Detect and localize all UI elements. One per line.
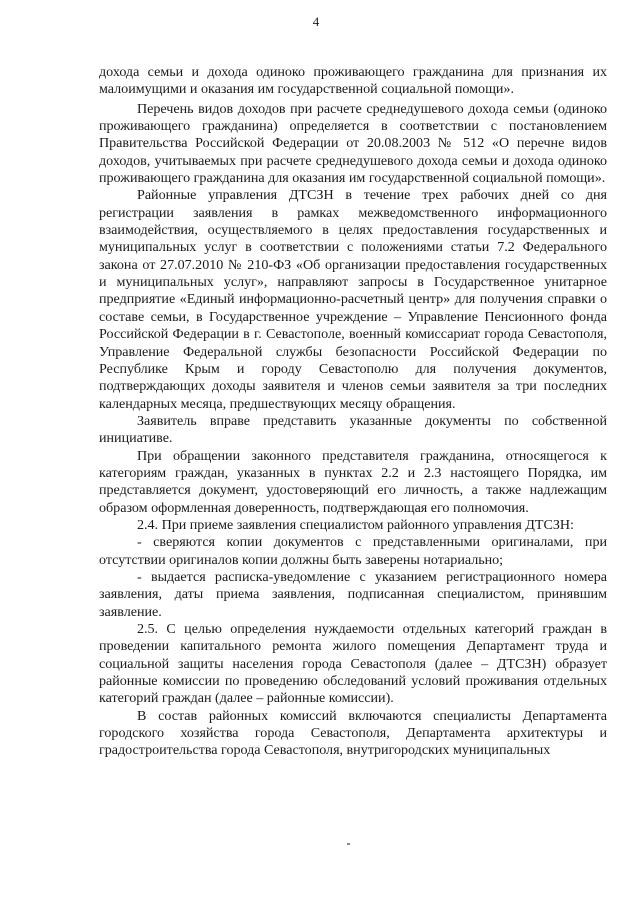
paragraph-own-initiative: Заявитель вправе представить указанные документы по собственной инициативе. — [99, 412, 607, 447]
paragraph-2-5-commissions: 2.5. С целью определения нуждаемости отдельных категорий граждан в проведении капитального ремонта жилого помещения Департамент труда и социальной защиты населения города Севастополя (далее – ДТСЗН) образует районные комиссии по проведению обследований условий проживания отдельных категорий граждан (далее – районные комиссии). — [99, 621, 607, 707]
scan-speck — [347, 843, 350, 845]
paragraph-income-types: Перечень видов доходов при расчете среднедушевого дохода семьи (одиноко проживающего гражданина) определяется в соответствии с постановлением Правительства Российской Федерации от 20.08.2003 № 512 «О перечне видов доходов, учитываемых при расчете среднедушевого дохода семьи и дохода одиноко проживающего гражданина для оказания им государственной социальной помощи». — [99, 100, 607, 187]
paragraph-legal-representative: При обращении законного представителя гражданина, относящегося к категориям граждан, указанных в пунктах 2.2 и 2.3 настоящего Порядка, им представляется документ, удостоверяющий его личность, а также надлежащим образом оформленная доверенность, подтверждающая его полномочия. — [99, 447, 607, 516]
page-number: 4 — [312, 14, 320, 29]
document-body — [99, 64, 607, 760]
paragraph-2-4-item-copies: - сверяются копии документов с представленными оригиналами, при отсутствии оригиналов копии должны быть заверены нотариально; — [99, 534, 607, 568]
paragraph-continuation: дохода семьи и дохода одиноко проживающего гражданина для признания их малоимущими и оказания им государственной социальной помощи». — [99, 64, 607, 98]
paragraph-district-requests: Районные управления ДТСЗН в течение трех рабочих дней со дня регистрации заявления в рамках межведомственного информационного взаимодействия, осуществляемого в целях предоставления государственных и муниципальных услуг в соответствии с положениями статьи 7.2 Федерального закона от 27.07.2010 № 210-ФЗ «Об организации предоставления государственных и муниципальных услуг», направляют запросы в Государственное унитарное предприятие «Единый информационно-расчетный центр» для получения справки о составе семьи, в Государственное учреждение – Управление Пенсионного фонда Российской Федерации в г. Севастополе, военный комиссариат города Севастополя, Управление Федеральной службы безопасности Российской Федерации по Республике Крым и городу Севастополю для получения документов, подтверждающих доходы заявителя и членов семьи заявителя за три последних календарных месяца, предшествующих месяцу обращения. — [99, 187, 607, 412]
paragraph-2-4-heading: 2.4. При приеме заявления специалистом районного управления ДТСЗН: — [137, 516, 574, 533]
paragraph-commission-members: В состав районных комиссий включаются специалисты Департамента городского хозяйства города Севастополя, Департамента архитектуры и градостроительства города Севастополя, внутригородских муниципальных — [99, 707, 607, 759]
paragraph-2-4-item-receipt: - выдается расписка-уведомление с указанием регистрационного номера заявления, даты приема заявления, подписанная специалистом, принявшим заявление. — [99, 568, 607, 620]
